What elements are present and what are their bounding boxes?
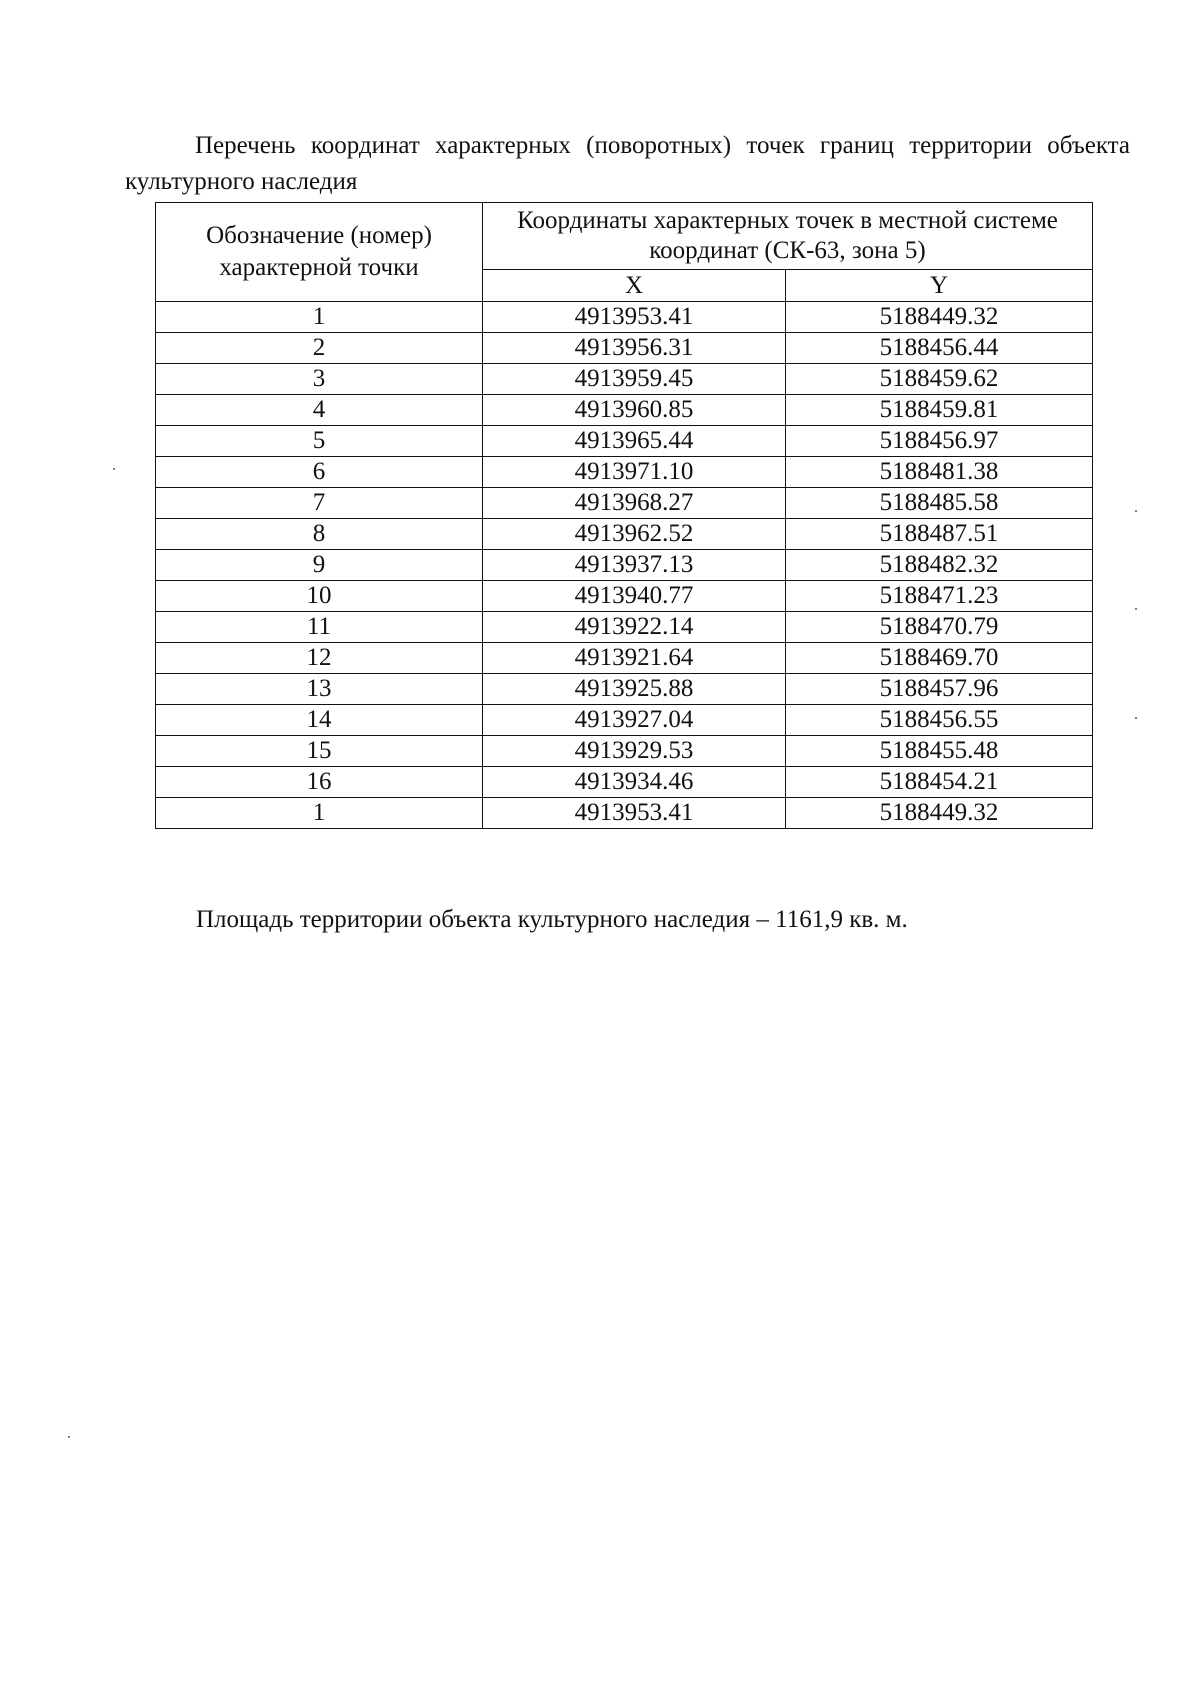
y-coordinate: 5188471.23 [786, 581, 1093, 612]
table-row [156, 581, 1093, 612]
point-number: 12 [156, 643, 483, 674]
point-number: 2 [156, 333, 483, 364]
area-statement: Площадь территории объекта культурного наследия – 1161,9 кв. м. [196, 906, 908, 933]
x-coordinate: 4913956.31 [483, 333, 786, 364]
scan-speck [1135, 717, 1137, 719]
x-coordinate: 4913940.77 [483, 581, 786, 612]
x-coordinate: 4913960.85 [483, 395, 786, 426]
x-coordinate: 4913922.14 [483, 612, 786, 643]
point-number: 14 [156, 705, 483, 736]
table-row [156, 488, 1093, 519]
scan-speck [1135, 510, 1137, 512]
point-number: 8 [156, 519, 483, 550]
y-coordinate: 5188455.48 [786, 736, 1093, 767]
x-coordinate: 4913953.41 [483, 798, 786, 829]
y-coordinate: 5188485.58 [786, 488, 1093, 519]
y-coordinate: 5188469.70 [786, 643, 1093, 674]
point-number: 13 [156, 674, 483, 705]
coordinates-column-header: Координаты характерных точек в местной системе координат (СК-63, зона 5) [483, 203, 1093, 270]
x-coordinate: 4913937.13 [483, 550, 786, 581]
point-column-header: Обозначение (номер) характерной точки [156, 203, 483, 302]
coordinates-table [155, 202, 1093, 829]
table-row [156, 612, 1093, 643]
table-row [156, 643, 1093, 674]
table-row [156, 674, 1093, 705]
y-coordinate: 5188487.51 [786, 519, 1093, 550]
table-header-row [156, 203, 1093, 270]
point-number: 6 [156, 457, 483, 488]
table-row [156, 736, 1093, 767]
table-row [156, 333, 1093, 364]
y-coordinate: 5188482.32 [786, 550, 1093, 581]
point-number: 1 [156, 302, 483, 333]
table-row [156, 426, 1093, 457]
x-coordinate: 4913927.04 [483, 705, 786, 736]
point-number: 9 [156, 550, 483, 581]
point-number: 15 [156, 736, 483, 767]
point-number: 1 [156, 798, 483, 829]
scan-speck [113, 468, 115, 470]
y-coordinate: 5188456.97 [786, 426, 1093, 457]
x-coordinate: 4913971.10 [483, 457, 786, 488]
table-row [156, 767, 1093, 798]
table-row [156, 395, 1093, 426]
table-row [156, 705, 1093, 736]
table-body [156, 302, 1093, 829]
y-coordinate: 5188449.32 [786, 302, 1093, 333]
x-column-header: X [483, 270, 786, 302]
x-coordinate: 4913965.44 [483, 426, 786, 457]
x-coordinate: 4913925.88 [483, 674, 786, 705]
point-number: 10 [156, 581, 483, 612]
y-column-header: Y [786, 270, 1093, 302]
point-number: 5 [156, 426, 483, 457]
scan-speck [68, 1436, 70, 1438]
table-row [156, 302, 1093, 333]
point-number: 3 [156, 364, 483, 395]
table-row [156, 364, 1093, 395]
y-coordinate: 5188470.79 [786, 612, 1093, 643]
y-coordinate: 5188459.81 [786, 395, 1093, 426]
table-row [156, 550, 1093, 581]
point-number: 16 [156, 767, 483, 798]
y-coordinate: 5188481.38 [786, 457, 1093, 488]
x-coordinate: 4913921.64 [483, 643, 786, 674]
intro-paragraph: Перечень координат характерных (поворотных) точек границ территории объекта культурного наследия [125, 132, 1130, 195]
point-number: 11 [156, 612, 483, 643]
table-row [156, 457, 1093, 488]
table-row [156, 519, 1093, 550]
y-coordinate: 5188456.55 [786, 705, 1093, 736]
x-coordinate: 4913968.27 [483, 488, 786, 519]
y-coordinate: 5188454.21 [786, 767, 1093, 798]
table-row [156, 798, 1093, 829]
x-coordinate: 4913959.45 [483, 364, 786, 395]
scan-speck [1135, 608, 1137, 610]
point-number: 4 [156, 395, 483, 426]
y-coordinate: 5188457.96 [786, 674, 1093, 705]
y-coordinate: 5188459.62 [786, 364, 1093, 395]
y-coordinate: 5188449.32 [786, 798, 1093, 829]
y-coordinate: 5188456.44 [786, 333, 1093, 364]
point-number: 7 [156, 488, 483, 519]
x-coordinate: 4913953.41 [483, 302, 786, 333]
x-coordinate: 4913962.52 [483, 519, 786, 550]
x-coordinate: 4913929.53 [483, 736, 786, 767]
x-coordinate: 4913934.46 [483, 767, 786, 798]
